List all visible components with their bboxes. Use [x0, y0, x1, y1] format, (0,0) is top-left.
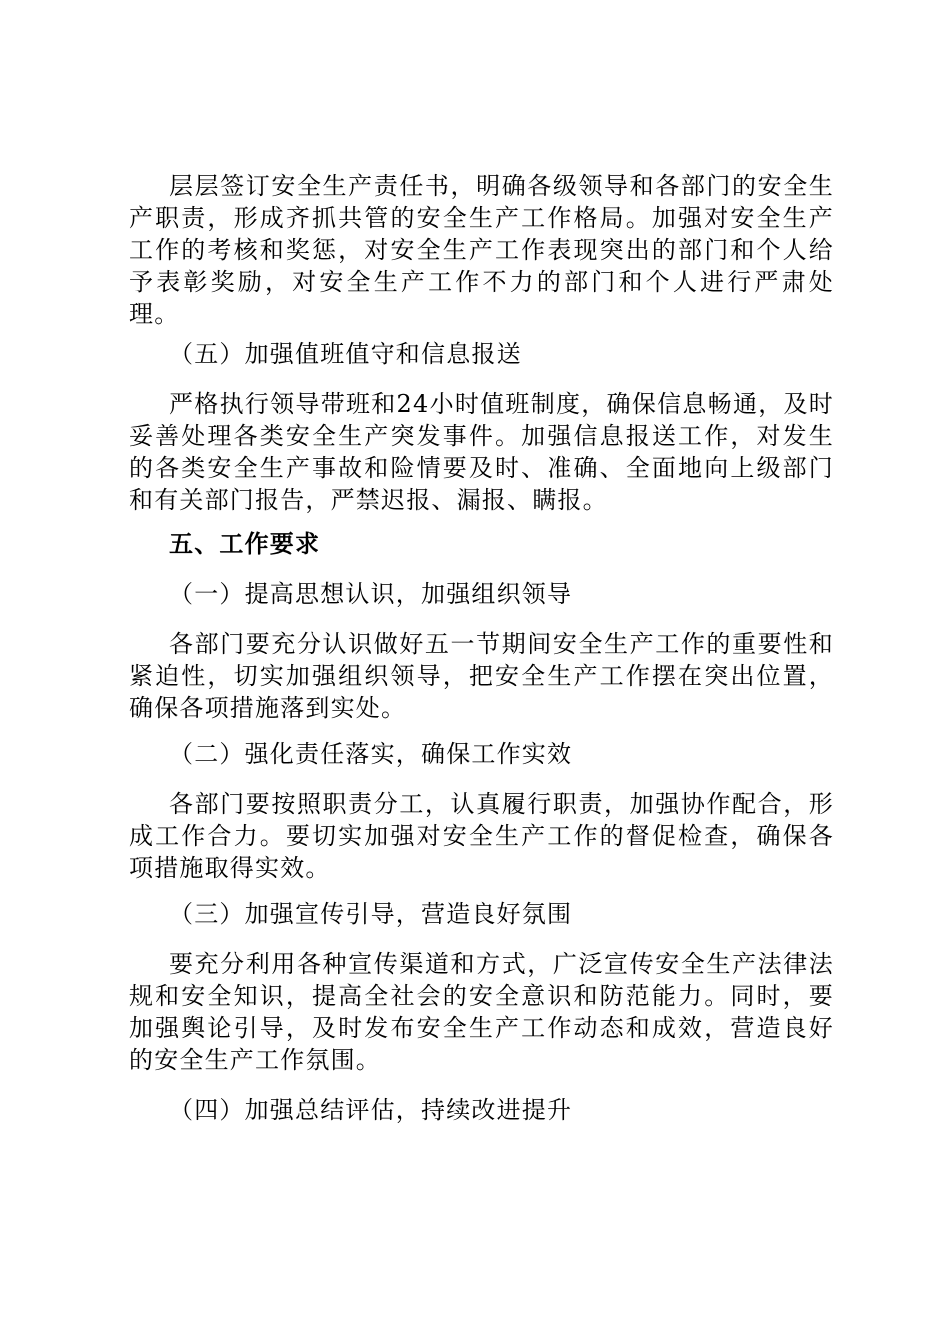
paragraph-duty-and-reporting: 严格执行领导带班和24小时值班制度，确保信息畅通，及时妥善处理各类安全生产突发事件。加强信息报送工作，对发生的各类安全生产事故和险情要及时、准确、全面地向上级部门和有关部门报告，严禁迟报、漏报、瞒报。: [129, 390, 834, 514]
paragraph-raise-awareness: 各部门要充分认识做好五一节期间安全生产工作的重要性和紧迫性，切实加强组织领导，把安全生产工作摆在突出位置，确保各项措施落到实处。: [129, 630, 834, 722]
subheading-raise-awareness: （一）提高思想认识，加强组织领导: [169, 580, 573, 608]
subheading-responsibility-implementation: （二）强化责任落实，确保工作实效: [169, 740, 573, 768]
paragraph-publicity-guidance: 要充分利用各种宣传渠道和方式，广泛宣传安全生产法律法规和安全知识，提高全社会的安全意识和防范能力。同时，要加强舆论引导，及时发布安全生产工作动态和成效，营造良好的安全生产工作氛围。: [129, 950, 834, 1074]
subheading-summary-evaluation: （四）加强总结评估，持续改进提升: [169, 1096, 573, 1124]
subheading-duty-and-reporting: （五）加强值班值守和信息报送: [169, 340, 522, 368]
paragraph-responsibility: 层层签订安全生产责任书，明确各级领导和各部门的安全生产职责，形成齐抓共管的安全生产工作格局。加强对安全生产工作的考核和奖惩，对安全生产工作表现突出的部门和个人给予表彰奖励，对安全生产工作不力的部门和个人进行严肃处理。: [129, 172, 834, 328]
paragraph-responsibility-implementation: 各部门要按照职责分工，认真履行职责，加强协作配合，形成工作合力。要切实加强对安全生产工作的督促检查，确保各项措施取得实效。: [129, 790, 834, 882]
section-heading-work-requirements: 五、工作要求: [169, 530, 321, 558]
subheading-publicity-guidance: （三）加强宣传引导，营造良好氛围: [169, 900, 573, 928]
